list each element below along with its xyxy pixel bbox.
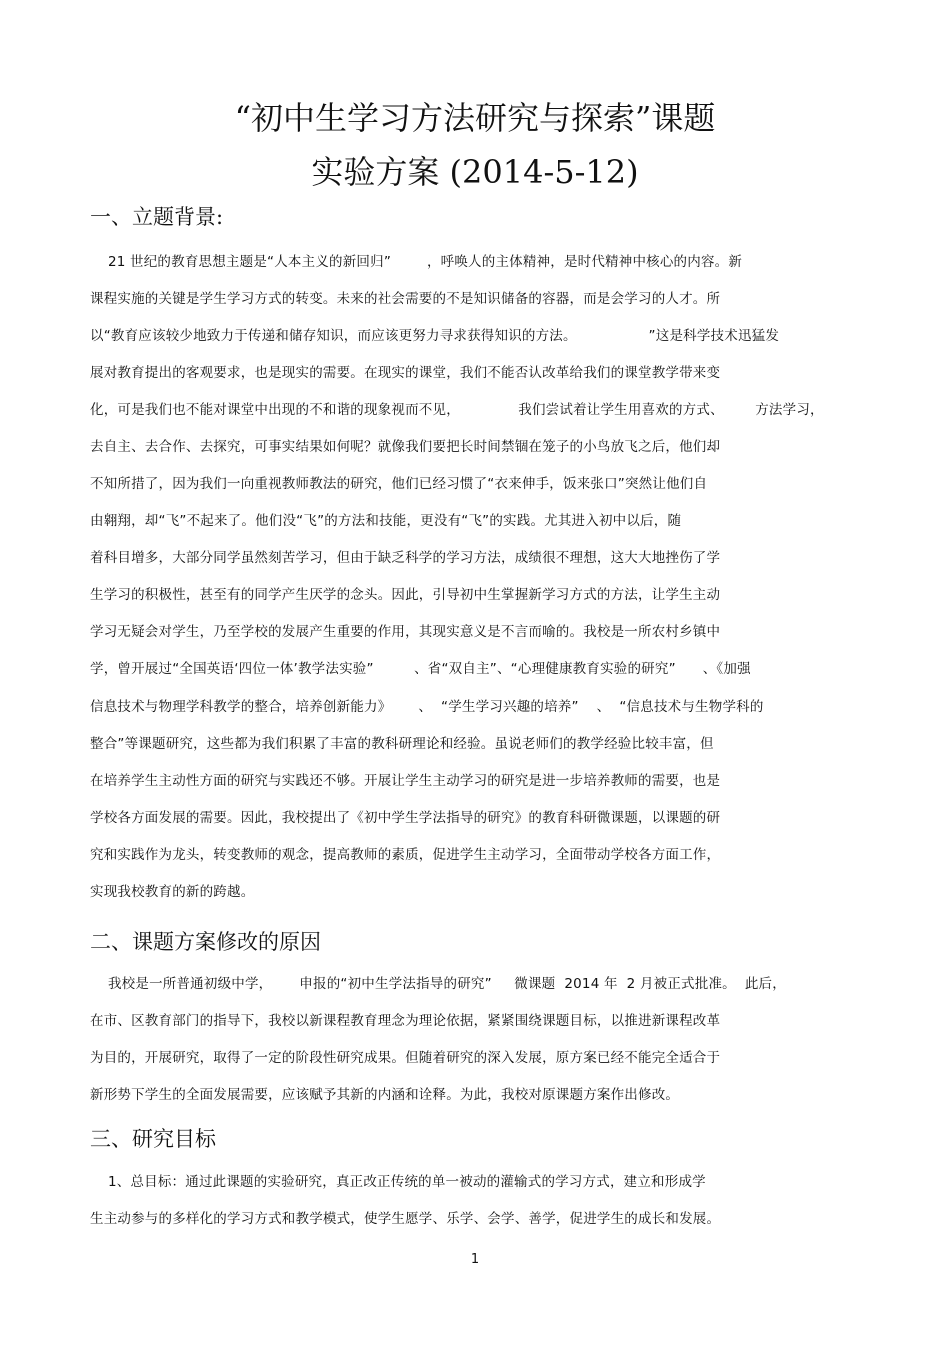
paragraph-line: 不知所措了，因为我们一向重视教师教法的研究，他们已经习惯了“衣来伸手，饭来张口”突然让他们自 — [90, 476, 708, 492]
paragraph-line: 学校各方面发展的需要。因此，我校提出了《初中学生学法指导的研究》的教育科研微课题，以课题的研 — [90, 810, 721, 826]
paragraph-line: 化，可是我们也不能对课堂中出现的不和谐的现象视而不见， 我们尝试着让学生用喜欢的方式、 方法学习， — [90, 402, 824, 418]
page-number: 1 — [470, 1252, 480, 1267]
paragraph-line: 学，曾开展过“全国英语‘四位一体’教学法实验” 、省“双自主”、“心理健康教育实验的研究” 、《加强 — [90, 661, 751, 677]
paragraph-line: 生学习的积极性，甚至有的同学产生厌学的念头。因此，引导初中生掌握新学习方式的方法，让学生主动 — [90, 587, 721, 603]
paragraph-line: 课程实施的关键是学生学习方式的转变。未来的社会需要的不是知识储备的容器，而是会学习的人才。所 — [90, 291, 721, 307]
document-title-line1: “初中生学习方法研究与探索”课题 — [234, 99, 716, 137]
paragraph-line: 展对教育提出的客观要求，也是现实的需要。在现实的课堂，我们不能否认改革给我们的课堂教学带来变 — [90, 365, 721, 381]
paragraph-line: 我校是一所普通初级中学， 申报的“初中生学法指导的研究” 微课题 2014 年 2 月被正式批准。 此后， — [90, 976, 786, 992]
paragraph-line: 由翱翔，却“飞”不起来了。他们没“飞”的方法和技能，更没有“飞”的实践。尤其进入初中以后，随 — [90, 513, 682, 529]
section-heading-goals: 三、研究目标 — [90, 1127, 216, 1151]
section-heading-background: 一、立题背景: — [90, 205, 224, 229]
paragraph-line: 实现我校教育的新的跨越。 — [90, 884, 255, 900]
paragraph-line: 整合”等课题研究，这些都为我们积累了丰富的教科研理论和经验。虽说老师们的教学经验比较丰富，但 — [90, 736, 714, 752]
paragraph-line: 为目的，开展研究，取得了一定的阶段性研究成果。但随着研究的深入发展，原方案已经不能完全适合于 — [90, 1050, 721, 1066]
paragraph-line: 究和实践作为龙头，转变教师的观念，提高教师的素质，促进学生主动学习，全面带动学校各方面工作， — [90, 847, 721, 863]
paragraph-line: 在培养学生主动性方面的研究与实践还不够。开展让学生主动学习的研究是进一步培养教师的需要，也是 — [90, 773, 721, 789]
paragraph-line: 以“教育应该较少地致力于传递和储存知识，而应该更努力寻求获得知识的方法。 ”这是科学技术迅猛发 — [90, 328, 780, 344]
paragraph-line: 新形势下学生的全面发展需要，应该赋予其新的内涵和诠释。为此，我校对原课题方案作出修改。 — [90, 1087, 680, 1103]
paragraph-line: 在市、区教育部门的指导下，我校以新课程教育理念为理论依据，紧紧围绕课题目标，以推进新课程改革 — [90, 1013, 721, 1029]
paragraph-line: 21 世纪的教育思想主题是“人本主义的新回归” ，呼唤人的主体精神，是时代精神中核心的内容。新 — [90, 254, 743, 270]
paragraph-line: 1、总目标：通过此课题的实验研究，真正改正传统的单一被动的灌输式的学习方式，建立和形成学 — [90, 1174, 706, 1190]
paragraph-line: 去自主、去合作、去探究，可事实结果如何呢？就像我们要把长时间禁锢在笼子的小鸟放飞之后，他们却 — [90, 439, 721, 455]
paragraph-line: 学习无疑会对学生，乃至学校的发展产生重要的作用，其现实意义是不言而喻的。我校是一所农村乡镇中 — [90, 624, 721, 640]
section-heading-revision: 二、课题方案修改的原因 — [90, 930, 321, 954]
document-title-line2: 实验方案 (2014-5-12) — [311, 153, 639, 191]
paragraph-line: 信息技术与物理学科教学的整合，培养创新能力》 、 “学生学习兴趣的培养” 、 “信息技术与生物学科的 — [90, 699, 764, 715]
paragraph-line: 生主动参与的多样化的学习方式和教学模式，使学生愿学、乐学、会学、善学，促进学生的成长和发展。 — [90, 1211, 721, 1227]
paragraph-line: 着科目增多，大部分同学虽然刻苦学习，但由于缺乏科学的学习方法，成绩很不理想，这大大地挫伤了学 — [90, 550, 721, 566]
